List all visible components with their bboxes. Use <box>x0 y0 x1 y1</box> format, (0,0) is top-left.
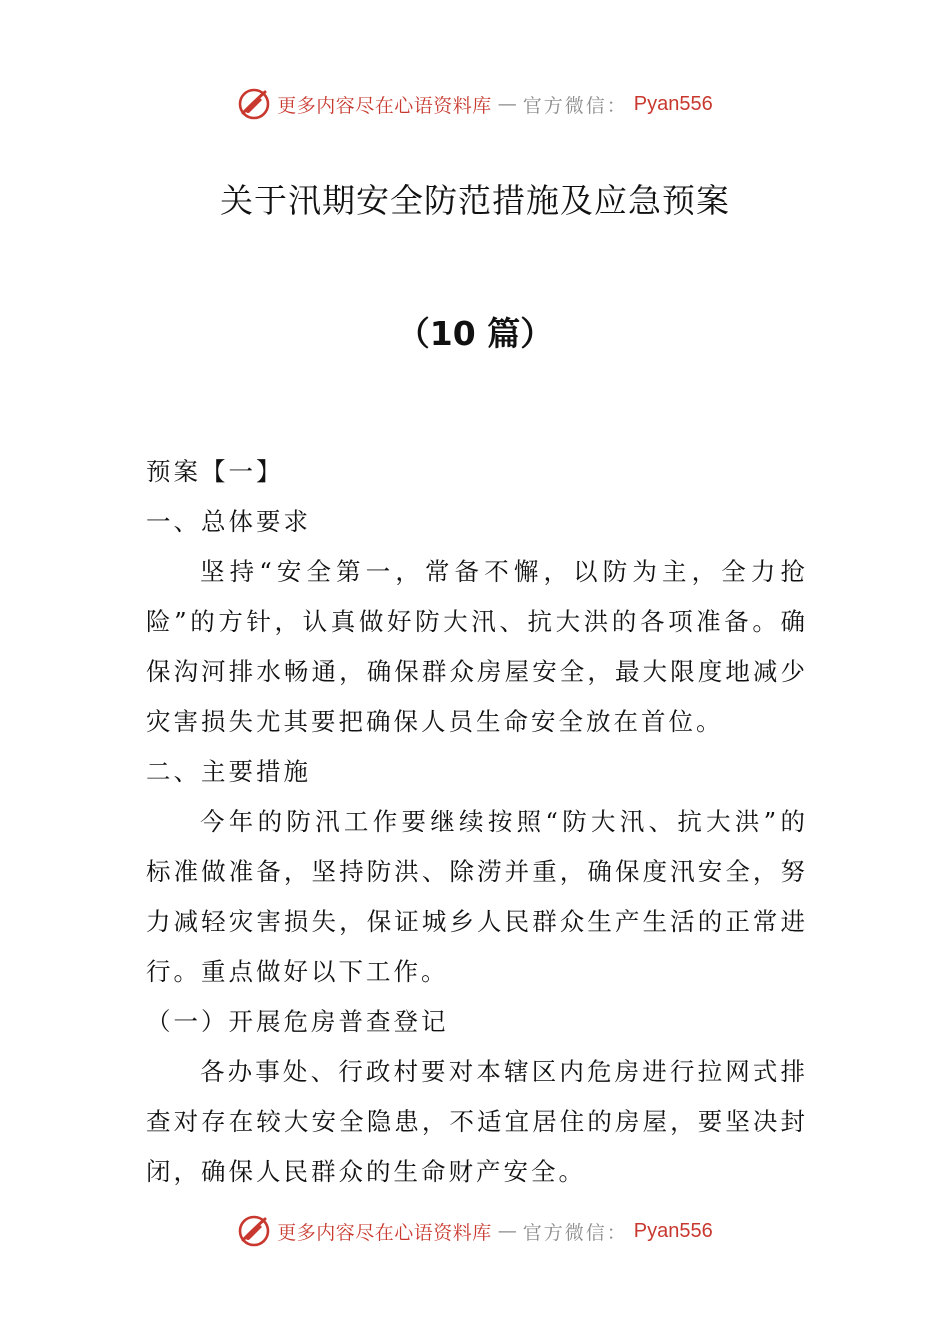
paragraph-1: 坚持“安全第一，常备不懈，以防为主，全力抢险”的方针，认真做好防大汛、抗大洪的各项准备。确保沟河排水畅通，确保群众房屋安全，最大限度地减少灾害损失尤其要把确保人员生命安全放在首位。 <box>146 557 808 736</box>
watermark-id: Pyan556 <box>633 1219 713 1242</box>
plan-label: 预案【一】 <box>146 457 284 486</box>
paragraph-3: 各办事处、行政村要对本辖区内危房进行拉网式排查对存在较大安全隐患，不适宜居住的房屋，要坚决封闭，确保人民群众的生命财产安全。 <box>146 1057 808 1186</box>
pen-logo-icon <box>237 87 271 121</box>
watermark-header <box>0 84 950 124</box>
document-body <box>146 447 808 1197</box>
watermark-label: 官方微信： <box>522 94 628 117</box>
section-heading-2: 二、主要措施 <box>146 757 311 786</box>
watermark-brand: 更多内容尽在心语资料库 <box>277 94 492 117</box>
watermark-footer <box>0 1211 950 1251</box>
page-title: 关于汛期安全防范措施及应急预案 <box>220 181 730 220</box>
watermark-label: 官方微信： <box>522 1221 628 1244</box>
watermark-separator: — <box>497 93 517 115</box>
page-subtitle: （10 篇） <box>396 314 554 353</box>
section-heading-1: 一、总体要求 <box>146 507 311 536</box>
watermark-brand: 更多内容尽在心语资料库 <box>277 1221 492 1244</box>
watermark-separator: — <box>497 1220 517 1242</box>
subsection-heading-1: （一）开展危房普查登记 <box>146 1007 449 1036</box>
watermark-id: Pyan556 <box>633 92 713 115</box>
paragraph-2: 今年的防汛工作要继续按照“防大汛、抗大洪”的标准做准备，坚持防洪、除涝并重，确保度汛安全，努力减轻灾害损失，保证城乡人民群众生产生活的正常进行。重点做好以下工作。 <box>146 807 808 986</box>
pen-logo-icon <box>237 1214 271 1248</box>
